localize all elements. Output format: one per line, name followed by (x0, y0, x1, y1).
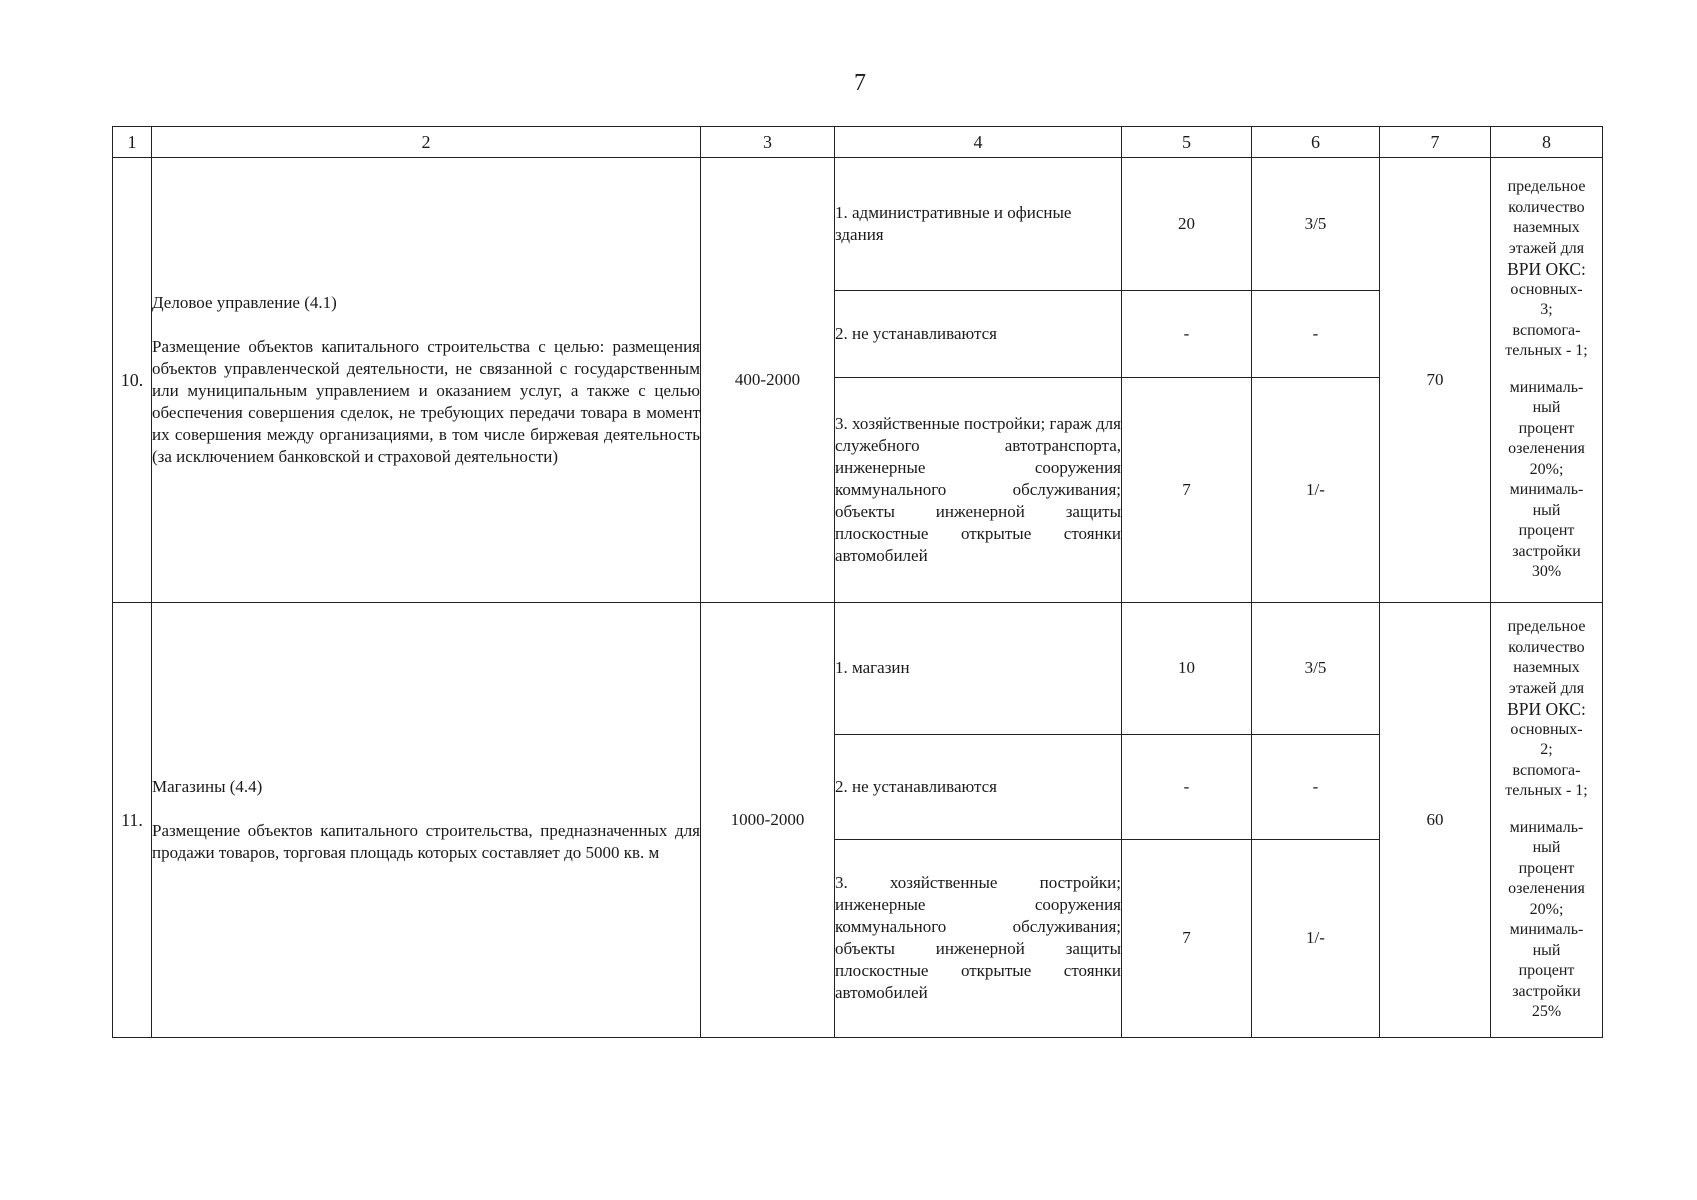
param-line: процент (1518, 419, 1575, 437)
param-line: предельное (1507, 618, 1586, 636)
permitted-use-type (835, 378, 1122, 602)
percentages-text (1491, 818, 1602, 1023)
plot-area: 1000-2000 (701, 602, 835, 1037)
table-row (113, 602, 1603, 734)
table-row (113, 158, 1603, 290)
permitted-use-text: 3. хозяйственные постройки; гараж для служебного автотранспорта, инженерные сооружения коммунального обслуживания; объекты инженерной защиты плоскостные открытые стоянки автомобилей (835, 414, 1121, 566)
param-line: тельных - 1; (1505, 342, 1588, 360)
param-line: минималь- (1509, 818, 1584, 836)
other-parameters (1491, 602, 1603, 1037)
param-line: ный (1532, 501, 1561, 519)
land-use-text: Размещение объектов капитального строительства с целью: размещения объектов управленческой деятельности, не связанной с государственным или муниципальным управлением и оказанием услуг, а также с целью обеспечения совершения сделок, не требующих передачи товара в момент их совершения между организациями, в том числе биржевая деятельность (за исключением банковской и страховой деятельности) (152, 336, 700, 466)
page-number: 7 (854, 70, 866, 96)
land-use-text: Размещение объектов капитального строительства, предназначенных для продажи товаров, торговая площадь которых составляет до 5000 кв. м (152, 820, 700, 862)
max-height-value: 10 (1122, 602, 1252, 734)
plot-area: 400-2000 (701, 158, 835, 602)
floors-value: - (1252, 290, 1380, 378)
percentages-text (1491, 378, 1602, 583)
permitted-use-type (835, 290, 1122, 378)
max-height-value: - (1122, 290, 1252, 378)
header-cell: 4 (835, 127, 1122, 158)
param-line: минималь- (1509, 481, 1584, 499)
land-use-title: Магазины (4.4) (152, 776, 263, 796)
permitted-use-type (835, 602, 1122, 734)
max-height-value: 7 (1122, 839, 1252, 1037)
land-use-description (152, 158, 701, 602)
header-cell: 6 (1252, 127, 1380, 158)
param-line: озеленения (1508, 880, 1585, 898)
permitted-use-type (835, 158, 1122, 290)
param-line: 20%; (1529, 460, 1564, 478)
param-line: процент (1518, 859, 1575, 877)
param-line: предельное (1507, 178, 1586, 196)
max-height-value: 20 (1122, 158, 1252, 290)
header-cell: 3 (701, 127, 835, 158)
param-line: 3; (1540, 301, 1553, 319)
param-line: минималь- (1509, 378, 1584, 396)
param-line: этажей для (1508, 239, 1585, 257)
param-line: основных- (1510, 720, 1583, 738)
header-cell: 2 (152, 127, 701, 158)
param-line: процент (1518, 962, 1575, 980)
permitted-use-text: 2. не устанавливаются (835, 776, 997, 796)
param-line: ВРИ ОКС: (1507, 259, 1586, 280)
max-coverage-value: 60 (1380, 602, 1491, 1037)
land-use-description (152, 602, 701, 1037)
floors-value: 3/5 (1252, 158, 1380, 290)
param-line: количество (1508, 198, 1585, 216)
param-line: процент (1518, 522, 1575, 540)
floors-value: 1/- (1252, 378, 1380, 602)
param-line: 20%; (1529, 900, 1564, 918)
permitted-use-text: 3. хозяйственные постройки; инженерные сооружения коммунального обслуживания; объекты инженерной защиты плоскостные открытые стоянки автомобилей (835, 873, 1121, 1003)
max-coverage-value: 70 (1380, 158, 1491, 602)
other-parameters (1491, 158, 1603, 602)
row-number: 10. (113, 158, 152, 602)
permitted-use-text: 2. не устанавливаются (835, 324, 997, 344)
floors-value: 3/5 (1252, 602, 1380, 734)
param-line: 30% (1531, 563, 1562, 581)
param-line: количество (1508, 638, 1585, 656)
param-line: 2; (1540, 741, 1553, 759)
header-cell: 7 (1380, 127, 1491, 158)
table-header-row (113, 127, 1603, 158)
param-line: застройки (1512, 982, 1581, 1000)
row-number: 11. (113, 602, 152, 1037)
param-line: озеленения (1508, 440, 1585, 458)
floors-value: 1/- (1252, 839, 1380, 1037)
param-line: ный (1532, 839, 1561, 857)
param-line: минималь- (1509, 921, 1584, 939)
param-line: наземных (1513, 659, 1580, 677)
param-line: ный (1532, 399, 1561, 417)
land-use-title: Деловое управление (4.1) (152, 292, 337, 312)
header-cell: 1 (113, 127, 152, 158)
param-line: застройки (1512, 542, 1581, 560)
header-cell: 8 (1491, 127, 1603, 158)
floors-value: - (1252, 734, 1380, 839)
permitted-use-text: 1. магазин (835, 658, 910, 678)
param-line: ный (1532, 941, 1561, 959)
param-line: тельных - 1; (1505, 782, 1588, 800)
param-line: основных- (1510, 280, 1583, 298)
param-line: наземных (1513, 219, 1580, 237)
param-line: ВРИ ОКС: (1507, 699, 1586, 720)
max-height-value: 7 (1122, 378, 1252, 602)
floors-limit-text (1491, 617, 1602, 802)
param-line: этажей для (1508, 679, 1585, 697)
floors-limit-text (1491, 177, 1602, 362)
param-line: вспомога- (1512, 321, 1581, 339)
header-cell: 5 (1122, 127, 1252, 158)
max-height-value: - (1122, 734, 1252, 839)
permitted-use-type (835, 734, 1122, 839)
zoning-regulations-table (112, 126, 1603, 1038)
permitted-use-type (835, 839, 1122, 1037)
param-line: вспомога- (1512, 761, 1581, 779)
param-line: 25% (1531, 1003, 1562, 1021)
permitted-use-text: 1. административные и офисные здания (835, 202, 1072, 244)
